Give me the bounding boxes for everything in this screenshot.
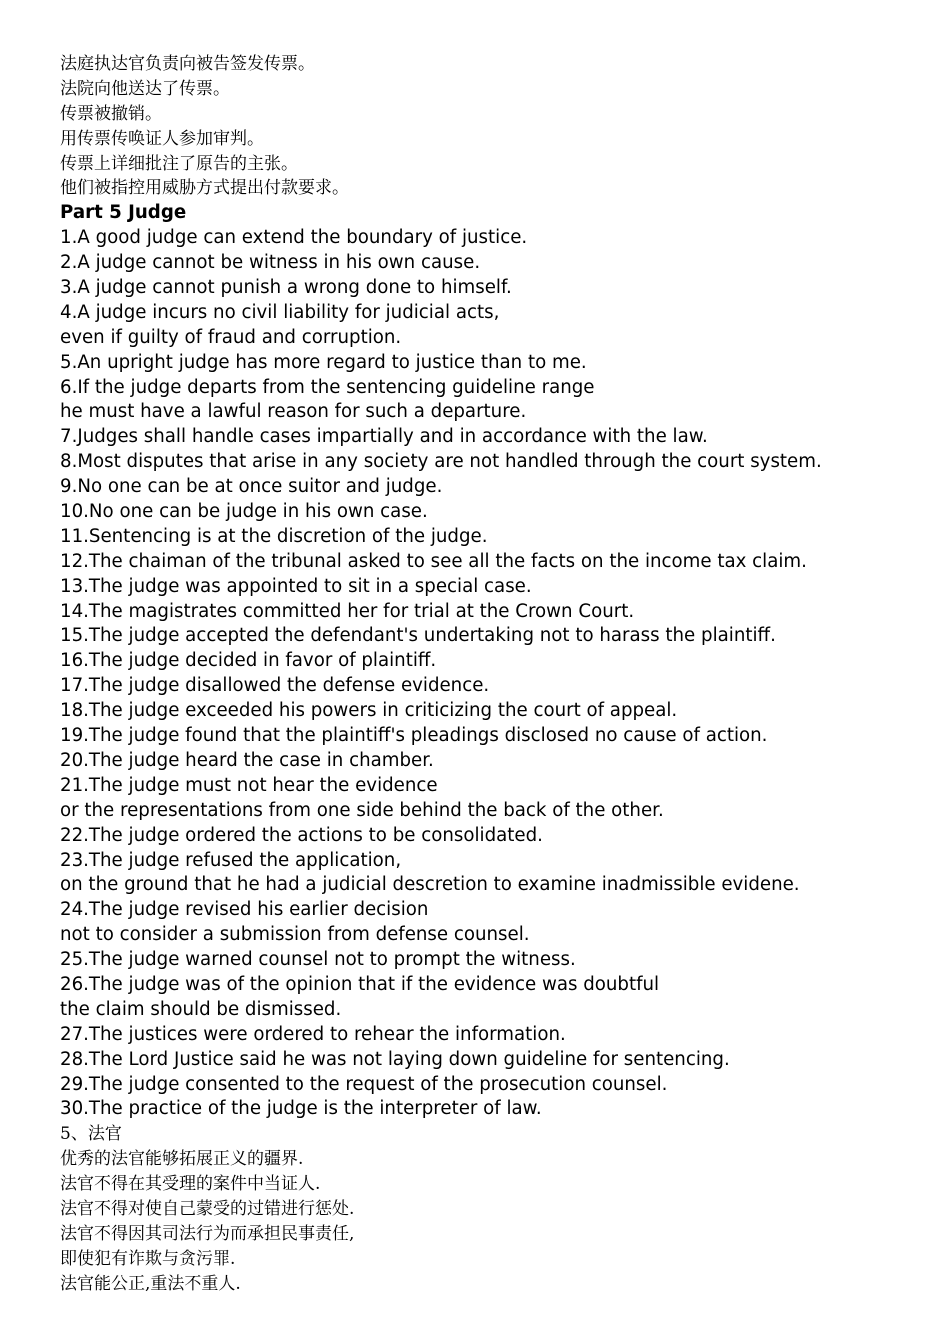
- text-line: 12.The chaiman of the tribunal asked to see all the facts on the income tax claim.: [60, 550, 807, 572]
- text-line: on the ground that he had a judicial descretion to examine inadmissible evidene.: [60, 874, 800, 896]
- part-heading: Part 5 Judge: [60, 202, 187, 224]
- text-line: 传票被撤销。: [60, 103, 162, 124]
- text-line: 法官不得对使自己蒙受的过错进行惩处.: [60, 1198, 355, 1219]
- text-line: 14.The magistrates committed her for trial at the Crown Court.: [60, 600, 635, 622]
- text-line: 即使犯有诈欺与贪污罪.: [60, 1248, 236, 1269]
- text-line: 29.The judge consented to the request of the prosecution counsel.: [60, 1073, 668, 1095]
- text-line: 法院向他送达了传票。: [60, 78, 230, 99]
- text-line: 23.The judge refused the application,: [60, 849, 402, 871]
- text-line: 优秀的法官能够拓展正义的疆界.: [60, 1149, 304, 1170]
- text-line: 30.The practice of the judge is the interpreter of law.: [60, 1098, 542, 1120]
- text-line: even if guilty of fraud and corruption.: [60, 326, 402, 348]
- text-line: 法官不得因其司法行为而承担民事责任,: [60, 1223, 355, 1244]
- english-sentences: [60, 226, 950, 1122]
- text-line: or the representations from one side behind the back of the other.: [60, 799, 664, 821]
- text-line: 法官不得在其受理的案件中当证人.: [60, 1174, 321, 1195]
- text-line: 法官能公正,重法不重人.: [60, 1273, 241, 1294]
- text-line: 6.If the judge departs from the sentencing guideline range: [60, 376, 595, 398]
- text-line: 5.An upright judge has more regard to justice than to me.: [60, 351, 587, 373]
- top-chinese-section: [60, 52, 950, 201]
- text-line: 用传票传唤证人参加审判。: [60, 128, 264, 149]
- text-line: 19.The judge found that the plaintiff's pleadings disclosed no cause of action.: [60, 725, 768, 747]
- text-line: 9.No one can be at once suitor and judge.: [60, 476, 443, 498]
- text-line: 17.The judge disallowed the defense evidence.: [60, 675, 490, 697]
- text-line: 15.The judge accepted the defendant's undertaking not to harass the plaintiff.: [60, 625, 776, 647]
- text-line: 13.The judge was appointed to sit in a special case.: [60, 575, 532, 597]
- text-line: 法庭执达官负责向被告签发传票。: [60, 54, 315, 74]
- text-line: 26.The judge was of the opinion that if the evidence was doubtful: [60, 973, 660, 995]
- bottom-chinese-section: [60, 1147, 950, 1296]
- text-line: 21.The judge must not hear the evidence: [60, 774, 438, 796]
- text-line: the claim should be dismissed.: [60, 998, 342, 1020]
- text-line: 11.Sentencing is at the discretion of the judge.: [60, 525, 488, 547]
- text-line: 2.A judge cannot be witness in his own cause.: [60, 252, 481, 274]
- text-line: 18.The judge exceeded his powers in criticizing the court of appeal.: [60, 700, 678, 722]
- text-line: he must have a lawful reason for such a departure.: [60, 401, 527, 423]
- text-line: 10.No one can be judge in his own case.: [60, 501, 428, 523]
- text-line: 20.The judge heard the case in chamber.: [60, 749, 434, 771]
- text-line: 传票上详细批注了原告的主张。: [60, 153, 298, 174]
- text-line: 25.The judge warned counsel not to prompt the witness.: [60, 949, 576, 971]
- text-line: 24.The judge revised his earlier decision: [60, 899, 429, 921]
- chinese-heading: 5、法官: [60, 1124, 122, 1145]
- text-line: not to consider a submission from defense counsel.: [60, 924, 530, 946]
- text-line: 27.The justices were ordered to rehear the information.: [60, 1023, 566, 1045]
- text-line: 16.The judge decided in favor of plaintiff.: [60, 650, 437, 672]
- text-line: 22.The judge ordered the actions to be consolidated.: [60, 824, 543, 846]
- text-line: 他们被指控用威胁方式提出付款要求。: [60, 178, 349, 199]
- text-line: 4.A judge incurs no civil liability for judicial acts,: [60, 301, 500, 323]
- text-line: 28.The Lord Justice said he was not laying down guideline for sentencing.: [60, 1048, 730, 1070]
- text-line: 8.Most disputes that arise in any society are not handled through the court system.: [60, 451, 822, 473]
- text-line: 1.A good judge can extend the boundary of justice.: [60, 227, 528, 249]
- text-line: 7.Judges shall handle cases impartially and in accordance with the law.: [60, 426, 708, 448]
- text-line: 3.A judge cannot punish a wrong done to himself.: [60, 277, 512, 299]
